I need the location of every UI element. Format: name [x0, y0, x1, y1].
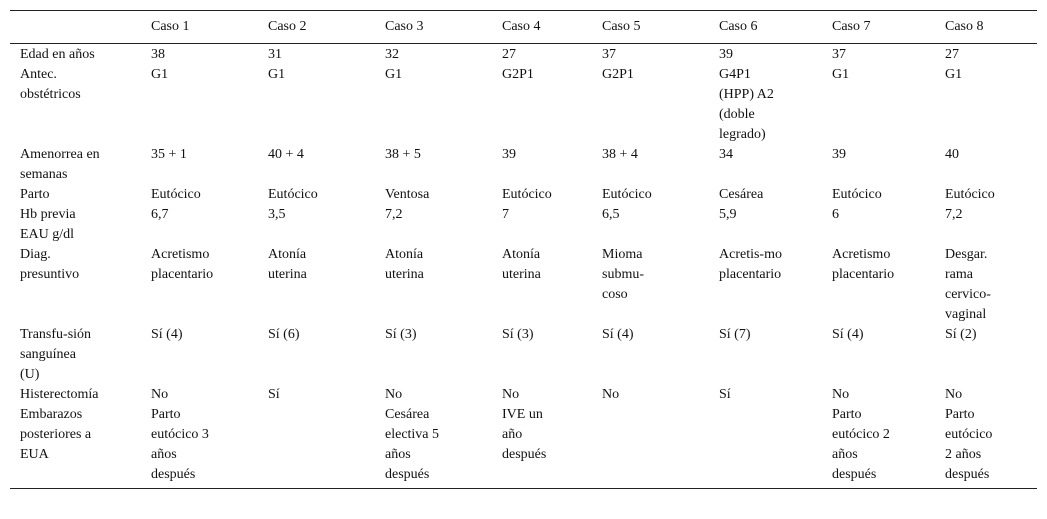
table-cell: Atonía uterina: [268, 247, 307, 282]
table-cell: Eutócico: [268, 187, 318, 202]
table-cell: 7,2: [385, 207, 403, 222]
table-cell: Sí (3): [385, 327, 417, 342]
table-cell: Eutócico: [502, 187, 552, 202]
table-cell: [592, 405, 709, 489]
table-cell: 6: [832, 207, 839, 222]
table-cell: No: [945, 387, 963, 402]
table-cell: Sí (7): [719, 327, 751, 342]
table-cell: Acretis-mo placentario: [719, 247, 782, 282]
table-cell: Cesárea: [719, 187, 764, 202]
table-cell: No: [151, 387, 169, 402]
table-cell: Ventosa: [385, 187, 430, 202]
table-row: [10, 145, 1037, 185]
table-cell: Parto eutócico 3 años después: [151, 407, 209, 482]
header-case-1: Caso 1: [151, 19, 190, 34]
table-cell: Mioma submu- coso: [602, 247, 644, 302]
table-cell: No: [502, 387, 520, 402]
table-cell: IVE un año después: [502, 407, 547, 462]
table-cell: Parto eutócico 2 años después: [832, 407, 890, 482]
table-cell: Sí (2): [945, 327, 977, 342]
table-cell: Sí (3): [502, 327, 534, 342]
table-cell: 40: [945, 147, 959, 162]
table-cell: Parto eutócico 2 años después: [945, 407, 993, 482]
table-row: [10, 185, 1037, 205]
table-cell: 27: [945, 47, 959, 62]
table-cell: 32: [385, 47, 399, 62]
header-case-8: Caso 8: [945, 19, 984, 34]
table-cell: Acretismo placentario: [832, 247, 895, 282]
table-cell: 38 + 4: [602, 147, 638, 162]
table-cell: No: [602, 387, 620, 402]
table-cell: 39: [832, 147, 846, 162]
table-cell: 34: [719, 147, 733, 162]
table-cell: 6,5: [602, 207, 620, 222]
row-label: Amenorrea en semanas: [20, 147, 100, 182]
table-cell: Cesárea electiva 5 años después: [385, 407, 440, 482]
row-label: Transfu-sión sanguínea (U): [20, 327, 92, 382]
table-row: [10, 325, 1037, 385]
row-label: Antec. obstétricos: [20, 67, 81, 102]
table-cell: G1: [151, 67, 169, 82]
table-row: [10, 65, 1037, 145]
table-cell: Sí (4): [602, 327, 634, 342]
table-cell: G4P1 (HPP) A2 (doble legrado): [719, 67, 774, 142]
table-cell: Eutócico: [602, 187, 652, 202]
table-cell: 27: [502, 47, 516, 62]
table-row: [10, 44, 1037, 66]
header-case-4: Caso 4: [502, 19, 541, 34]
table-cell: 35 + 1: [151, 147, 187, 162]
table-cell: 37: [832, 47, 846, 62]
table-cell: G2P1: [602, 67, 634, 82]
table-cell: 40 + 4: [268, 147, 304, 162]
table-cell: Sí (6): [268, 327, 300, 342]
table-cell: No: [385, 387, 403, 402]
table-cell: Eutócico: [832, 187, 882, 202]
table-cell: 5,9: [719, 207, 737, 222]
table-cell: Atonía uterina: [385, 247, 424, 282]
header-case-7: Caso 7: [832, 19, 871, 34]
table-header: [10, 11, 1037, 44]
table-cell: Eutócico: [151, 187, 201, 202]
table-body: [10, 44, 1037, 489]
table-cell: G1: [385, 67, 403, 82]
table-row: [10, 385, 1037, 405]
table-cell: Acretismo placentario: [151, 247, 214, 282]
table-cell: 39: [719, 47, 733, 62]
table-cell: 7,2: [945, 207, 963, 222]
table-cell: 37: [602, 47, 616, 62]
row-label: Histerectomía: [20, 387, 99, 402]
table-row: [10, 245, 1037, 325]
table-cell: 3,5: [268, 207, 286, 222]
table-cell: Sí: [268, 387, 280, 402]
row-label: Edad en años: [20, 47, 95, 62]
table-cell: Sí (4): [151, 327, 183, 342]
table-row: [10, 205, 1037, 245]
table-cell: G1: [945, 67, 963, 82]
table-cell: [709, 405, 822, 489]
table-cell: No: [832, 387, 850, 402]
clinical-cases-table: [10, 10, 1037, 489]
table-cell: Sí: [719, 387, 731, 402]
header-case-5: Caso 5: [602, 19, 641, 34]
table-cell: G2P1: [502, 67, 534, 82]
table-cell: 31: [268, 47, 282, 62]
table-cell: 38 + 5: [385, 147, 421, 162]
row-label: Parto: [20, 187, 50, 202]
table-cell: Desgar. rama cervico- vaginal: [945, 247, 991, 322]
table-cell: Eutócico: [945, 187, 995, 202]
header-case-2: Caso 2: [268, 19, 307, 34]
header-case-3: Caso 3: [385, 19, 424, 34]
row-label: Hb previa EAU g/dl: [20, 207, 76, 242]
row-label: Embarazos posteriores a EUA: [20, 407, 92, 462]
table-cell: [258, 405, 375, 489]
table-cell: 6,7: [151, 207, 169, 222]
table-cell: G1: [268, 67, 286, 82]
header-row: [10, 11, 1037, 44]
row-label: Diag. presuntivo: [20, 247, 80, 282]
table-cell: 7: [502, 207, 509, 222]
clinical-cases-table-container: [10, 10, 1037, 489]
table-cell: 38: [151, 47, 165, 62]
table-cell: Sí (4): [832, 327, 864, 342]
header-case-6: Caso 6: [719, 19, 758, 34]
table-cell: Atonía uterina: [502, 247, 541, 282]
header-corner-cell: [10, 11, 141, 44]
table-cell: G1: [832, 67, 850, 82]
table-row: [10, 405, 1037, 489]
table-cell: 39: [502, 147, 516, 162]
